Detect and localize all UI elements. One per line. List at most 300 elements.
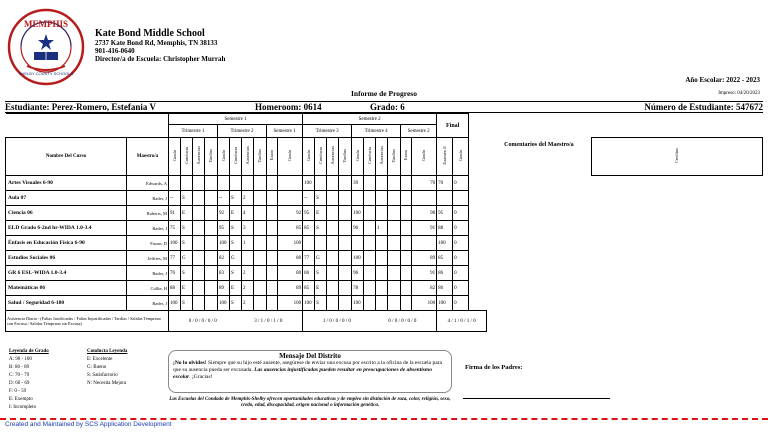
grade-cell: [327, 236, 339, 251]
student-number: Número de Estudiante: 547672: [644, 102, 763, 112]
grade-cell: 100: [437, 236, 453, 251]
grade-cell: [401, 281, 412, 296]
grade-cell: S: [181, 236, 193, 251]
grade-cell: [254, 281, 267, 296]
grade-legend-item: A: 90 - 100: [9, 357, 32, 362]
grade-cell: E: [230, 206, 242, 221]
grade-cell: 2: [242, 266, 254, 281]
grade-cell: [193, 206, 205, 221]
svg-text:MEMPHIS: MEMPHIS: [24, 19, 68, 29]
grade-cell: E: [315, 206, 327, 221]
grade-cell: 82: [412, 281, 437, 296]
grade-cell: [267, 266, 278, 281]
conduct-legend-list: [87, 356, 167, 388]
grade-cell: 100: [169, 236, 181, 251]
grade-legend-list: [9, 356, 79, 412]
grade-cell: S: [315, 191, 327, 206]
grade-cell: S: [181, 191, 193, 206]
grade-legend-item: I: Incompleto: [9, 405, 37, 410]
teacher-name: Collie, H: [127, 281, 169, 296]
semester2-sub-header: Semestre 2: [401, 125, 437, 138]
grade-cell: [278, 176, 303, 191]
grade-cell: S: [230, 296, 242, 311]
grade-cell: S: [315, 266, 327, 281]
col-exam: Exam: [403, 150, 409, 161]
grade-cell: [169, 176, 181, 191]
parent-signature-label: Firma de los Padres:: [465, 364, 523, 371]
table-row: [6, 206, 763, 221]
grade-cell: 100: [169, 296, 181, 311]
grade-cell: [193, 266, 205, 281]
grade-cell: [327, 206, 339, 221]
grade-cell: S: [315, 221, 327, 236]
school-address: 2737 Kate Bond Rd, Memphis, TN 38133: [95, 39, 218, 47]
teacher-column-header: Maestro/a: [127, 138, 169, 176]
col-grado: Grado: [305, 149, 311, 162]
grade-cell: 83: [218, 266, 230, 281]
grade-cell: [254, 236, 267, 251]
grade-cell: --: [303, 191, 315, 206]
grade-cell: [267, 251, 278, 266]
attendance-t3: 1 / 0 / 0 / 0 / 0 0 / 0 / 0 / 0 / 0: [303, 311, 437, 332]
col-conducta: Conducta: [232, 146, 238, 165]
grade-cell: [205, 191, 218, 206]
grade-cell: [339, 221, 352, 236]
teacher-name: Rader, J: [127, 191, 169, 206]
grade-cell: [339, 236, 352, 251]
grade-cell: 0: [453, 251, 469, 266]
col-tardios: Tardíos: [208, 148, 213, 163]
grade-cell: [364, 296, 376, 311]
grade-cell: S: [181, 266, 193, 281]
grade-cell: 0: [453, 176, 469, 191]
grade-cell: 91: [412, 266, 437, 281]
grade-cell: [388, 251, 401, 266]
conduct-legend-item: S: Satisfactorio: [87, 373, 118, 378]
grade-cell: 95: [437, 206, 453, 221]
teacher-name: Roberts, M: [127, 206, 169, 221]
grade-cell: [267, 221, 278, 236]
grade-cell: [376, 176, 388, 191]
grade-cell: [401, 191, 412, 206]
grade-cell: [242, 251, 254, 266]
grade-cell: 89: [218, 281, 230, 296]
grade-cell: [193, 236, 205, 251]
grade-cell: 89: [278, 281, 303, 296]
grade-cell: [267, 191, 278, 206]
grade-cell: [401, 206, 412, 221]
grade-cell: [267, 236, 278, 251]
grade-cell: 78: [352, 281, 364, 296]
col-ausencias: Ausencias: [329, 146, 335, 165]
school-district-logo: [7, 8, 85, 88]
col-tardios: Tardíos: [257, 148, 262, 163]
grade-cell: [193, 296, 205, 311]
cut-line: [0, 418, 768, 420]
col-examen-e: Examen E: [441, 146, 447, 165]
grade-cell: [254, 296, 267, 311]
trimester3-header: Trimestre 3: [303, 125, 352, 138]
grade-cell: [364, 266, 376, 281]
report-title: Informe de Progreso: [351, 89, 417, 98]
grade-cell: 0: [453, 206, 469, 221]
grade-legend-item: E: Exempto: [9, 397, 33, 402]
semester1-sub-header: Semestre 1: [267, 125, 303, 138]
grade-cell: [401, 251, 412, 266]
grade-cell: [205, 266, 218, 281]
grade-cell: [364, 206, 376, 221]
grade-cell: [254, 221, 267, 236]
grade-cell: 92: [278, 206, 303, 221]
table-row: [6, 281, 763, 296]
school-name: Kate Bond Middle School: [95, 28, 205, 39]
trimester4-header: Trimestre 4: [352, 125, 401, 138]
grade-cell: [315, 176, 327, 191]
grade-cell: S: [230, 191, 242, 206]
grade-cell: 100: [352, 251, 364, 266]
grade-cell: [205, 236, 218, 251]
grade-cell: 1: [242, 236, 254, 251]
grade-cell: 1: [376, 221, 388, 236]
grade-cell: [267, 206, 278, 221]
grade-cell: 100: [278, 296, 303, 311]
grade-cell: [339, 176, 352, 191]
col-exam: Exam: [269, 150, 274, 161]
grade-cell: 0: [453, 236, 469, 251]
grade-cell: 100: [303, 296, 315, 311]
grade-cell: [327, 191, 339, 206]
col-tardios: Tardíos: [391, 148, 397, 163]
grade-cell: [376, 251, 388, 266]
grade-cell: [401, 296, 412, 311]
grade-cell: 0: [453, 296, 469, 311]
grade-cell: [376, 281, 388, 296]
grade-cell: 85: [303, 281, 315, 296]
grade-cell: 4: [242, 206, 254, 221]
grade-cell: [193, 281, 205, 296]
grade-cell: [388, 221, 401, 236]
grade-cell: 3: [242, 221, 254, 236]
school-principal: Director/a de Escuela: Christopher Murrah: [95, 55, 226, 63]
teacher-name: Rader, J: [127, 221, 169, 236]
school-info: [95, 28, 225, 63]
grade-cell: [388, 236, 401, 251]
grade-cell: [364, 176, 376, 191]
table-row: [6, 296, 763, 311]
teacher-name: Rader, J: [127, 296, 169, 311]
grade-cell: [267, 296, 278, 311]
grade-cell: [327, 221, 339, 236]
grade-cell: 70: [437, 176, 453, 191]
course-name: Estudios Sociales 06: [6, 251, 127, 266]
grade-cell: [181, 176, 193, 191]
grade-cell: [376, 296, 388, 311]
grade-cell: [303, 236, 315, 251]
grade-cell: [327, 266, 339, 281]
teacher-name: Jeffries, M: [127, 251, 169, 266]
semester1-header: Semestre 1: [169, 114, 303, 125]
col-conducta: Conducta: [317, 146, 323, 165]
grade-cell: [205, 206, 218, 221]
col-ausencias: Ausencias: [244, 146, 250, 165]
table-row: [6, 176, 763, 191]
printed-date: Impreso: 04/20/2023: [718, 91, 760, 96]
grade-cell: 0: [453, 281, 469, 296]
course-name: Énfasis en Educación Física 6-90: [6, 236, 127, 251]
grade-cell: 2: [242, 191, 254, 206]
grade-cell: [339, 251, 352, 266]
grade-legend-item: D: 60 - 69: [9, 381, 30, 386]
svg-text:SHELBY COUNTY SCHOOLS: SHELBY COUNTY SCHOOLS: [18, 71, 74, 76]
district-message-body: ¡No lo olvides! Siempre que su hijo esté ausente, asegúrese de enviar una excusa por escrito a la oficina de la escuela para que su ausencia pueda ser excusada. Las ausencias injustificadas pueden resultar en preocupaciones de absentismo escolar. ¡Gracias!: [173, 360, 442, 380]
grade-cell: 39: [352, 176, 364, 191]
footer-credit: Created and Maintained by SCS Application Development: [5, 421, 172, 428]
grade-cell: [376, 191, 388, 206]
grade-cell: [364, 236, 376, 251]
grade-legend-item: F: 0 - 59: [9, 389, 27, 394]
grade-cell: E: [230, 281, 242, 296]
trimester2-header: Trimestre 2: [218, 125, 267, 138]
grade-cell: [193, 221, 205, 236]
grade-cell: [453, 191, 469, 206]
final-header: Final: [437, 114, 469, 138]
grade-cell: 95: [218, 221, 230, 236]
col-grado: Grado: [457, 149, 463, 162]
grade-cell: 92: [218, 206, 230, 221]
grade-cell: 85: [278, 221, 303, 236]
table-row: [6, 251, 763, 266]
grade-cell: 100: [218, 296, 230, 311]
conduct-legend-title: Conducta Leyenda: [87, 349, 128, 354]
grade-cell: [364, 251, 376, 266]
grade-cell: [339, 191, 352, 206]
grade-cell: E: [181, 281, 193, 296]
grade-cell: [242, 176, 254, 191]
grade-cell: [364, 191, 376, 206]
grade-cell: 0: [453, 221, 469, 236]
grade-cell: 91: [169, 206, 181, 221]
grade-cell: [364, 281, 376, 296]
col-grado: Grado: [287, 149, 293, 162]
table-row: [6, 221, 763, 236]
grade-cell: [205, 296, 218, 311]
grade-cell: [254, 191, 267, 206]
grade-cell: E: [181, 206, 193, 221]
grade-cell: [193, 176, 205, 191]
course-name: Matemáticas 06: [6, 281, 127, 296]
col-grado: Grado: [171, 149, 177, 162]
grade-cell: 85: [437, 251, 453, 266]
grade-cell: --: [218, 191, 230, 206]
grade-cell: 77: [303, 251, 315, 266]
col-grado: Grado: [421, 149, 427, 162]
grade-cell: 100: [352, 206, 364, 221]
grade-cell: [205, 281, 218, 296]
grade-cell: 76: [169, 266, 181, 281]
grade-cell: [278, 191, 303, 206]
grade-cell: [376, 266, 388, 281]
col-tardios: Tardíos: [342, 148, 348, 163]
grade-cell: [230, 176, 242, 191]
grades-table: [5, 113, 763, 332]
grade-cell: 77: [169, 251, 181, 266]
grade-cell: 88: [437, 221, 453, 236]
semester2-header: Semestre 2: [303, 114, 437, 125]
course-name: GR 6 ESL-WIDA 1.0-3.4: [6, 266, 127, 281]
grade-cell: 85: [303, 221, 315, 236]
grade-cell: [388, 296, 401, 311]
grade-cell: 89: [412, 251, 437, 266]
course-name: Aula 07: [6, 191, 127, 206]
grade-cell: 100: [303, 176, 315, 191]
school-year: Año Escolar: 2022 - 2023: [685, 76, 760, 84]
grade-cell: [315, 236, 327, 251]
grade-cell: [412, 191, 437, 206]
grade-cell: [193, 191, 205, 206]
grade-cell: [339, 281, 352, 296]
grade-cell: [218, 176, 230, 191]
grade-legend-title: Leyenda de Grado: [9, 349, 49, 354]
table-row: [6, 236, 763, 251]
comments-header: Comentarios del Maestro/a: [504, 141, 574, 148]
grade-cell: S: [230, 236, 242, 251]
teacher-name: Rader, J: [127, 266, 169, 281]
col-ausencias: Ausencias: [378, 146, 384, 165]
grade-cell: [376, 236, 388, 251]
grade-cell: [388, 191, 401, 206]
teacher-name: Faxon, D: [127, 236, 169, 251]
grade-cell: [327, 251, 339, 266]
student-name: Estudiante: Perez-Romero, Estefania V: [5, 102, 156, 112]
course-name: ELD Grado 6-2nd hr-WIDA 1.0-3.4: [6, 221, 127, 236]
col-grado: Grado: [354, 149, 360, 162]
grade-cell: [388, 266, 401, 281]
col-ausencias: Ausencias: [195, 146, 201, 165]
district-message: [168, 350, 452, 393]
conduct-legend-item: N: Necesita Mejora: [87, 381, 127, 386]
grade-cell: 2: [242, 281, 254, 296]
grade-cell: E: [315, 281, 327, 296]
col-conducta: Conducta: [183, 146, 189, 165]
course-name: Ciencia 06: [6, 206, 127, 221]
grade-cell: S: [181, 296, 193, 311]
grade-cell: [267, 176, 278, 191]
grade-cell: [388, 206, 401, 221]
grade-cell: 86: [303, 266, 315, 281]
grade-cell: [205, 176, 218, 191]
grade-rows: [6, 176, 763, 311]
conduct-legend-item: G: Bueno: [87, 365, 107, 370]
grade-cell: [401, 236, 412, 251]
grade-cell: S: [230, 266, 242, 281]
grade-cell: 2: [242, 296, 254, 311]
grade-cell: [376, 206, 388, 221]
grade-cell: [401, 221, 412, 236]
grade-level: Grado: 6: [370, 102, 405, 112]
grade-cell: G: [181, 251, 193, 266]
grade-cell: [339, 266, 352, 281]
district-message-title: Mensaje Del Distrito: [279, 352, 341, 360]
table-row: [6, 191, 763, 206]
grade-legend-item: C: 70 - 79: [9, 373, 30, 378]
grade-cell: [339, 296, 352, 311]
grade-cell: 91: [412, 221, 437, 236]
grade-cell: G: [230, 251, 242, 266]
grade-cell: [388, 176, 401, 191]
course-name: Salud / Seguridad 6-180: [6, 296, 127, 311]
course-name: Artes Visuales 6-90: [6, 176, 127, 191]
grade-cell: S: [181, 221, 193, 236]
grade-cell: [437, 191, 453, 206]
grade-cell: [327, 176, 339, 191]
grade-cell: --: [169, 191, 181, 206]
grade-cell: S: [230, 221, 242, 236]
grade-cell: [401, 266, 412, 281]
grade-cell: 100: [437, 296, 453, 311]
attendance-final: 4 / 1 / 0 / 1 / 0: [437, 311, 487, 332]
grade-cell: [352, 191, 364, 206]
grade-cell: [401, 176, 412, 191]
grade-cell: 100: [278, 236, 303, 251]
grade-cell: 96: [352, 221, 364, 236]
grade-cell: 100: [218, 236, 230, 251]
grade-cell: [327, 281, 339, 296]
grade-cell: [327, 296, 339, 311]
grade-cell: 96: [352, 266, 364, 281]
school-phone: 901-416-0640: [95, 47, 135, 55]
grade-cell: 100: [352, 296, 364, 311]
grade-cell: [412, 236, 437, 251]
grade-cell: 82: [218, 251, 230, 266]
grade-cell: G: [315, 251, 327, 266]
col-creditos: Creditos: [674, 147, 680, 164]
grade-cell: 0: [453, 266, 469, 281]
grade-cell: 80: [278, 251, 303, 266]
nondiscrimination-statement: Las Escuelas del Condado de Memphis-Shelby ofrecen oportunidades educativas y de empleo sin distinción de raza, color, religión, sexo, credo, edad, discapacidad, origen nacional o información genética.: [169, 397, 451, 408]
student-info-row: [5, 101, 763, 113]
grade-cell: [205, 251, 218, 266]
col-grado: Grado: [220, 149, 226, 162]
trimester1-header: Trimestre 1: [169, 125, 218, 138]
grade-cell: 80: [278, 266, 303, 281]
grade-cell: [352, 236, 364, 251]
grade-cell: 88: [169, 281, 181, 296]
grade-cell: [339, 206, 352, 221]
grade-cell: [388, 281, 401, 296]
grade-cell: [254, 176, 267, 191]
grade-cell: 95: [303, 206, 315, 221]
col-conducta: Conducta: [366, 146, 372, 165]
grade-cell: 86: [437, 281, 453, 296]
homeroom: Homeroom: 0614: [255, 102, 322, 112]
grade-cell: [364, 221, 376, 236]
grade-cell: [267, 281, 278, 296]
grade-cell: S: [315, 296, 327, 311]
grade-legend-item: B: 80 - 89: [9, 365, 30, 370]
grade-cell: [254, 206, 267, 221]
signature-line: [463, 398, 610, 399]
attendance-label: Asistencia Diaria - (Faltas Justificadas / Faltas Injustificadas / Tardías / Salidas Temprano con Excusa / Salidas Temprano sin Excusa): [6, 311, 169, 332]
grade-cell: 70: [412, 176, 437, 191]
course-column-header: Nombre Del Curso: [6, 138, 127, 176]
grade-cell: 86: [437, 266, 453, 281]
grade-cell: 100: [412, 296, 437, 311]
grade-cell: [254, 251, 267, 266]
grade-cell: [193, 251, 205, 266]
grade-cell: [254, 266, 267, 281]
teacher-name: Edwards, A: [127, 176, 169, 191]
grade-cell: [205, 221, 218, 236]
